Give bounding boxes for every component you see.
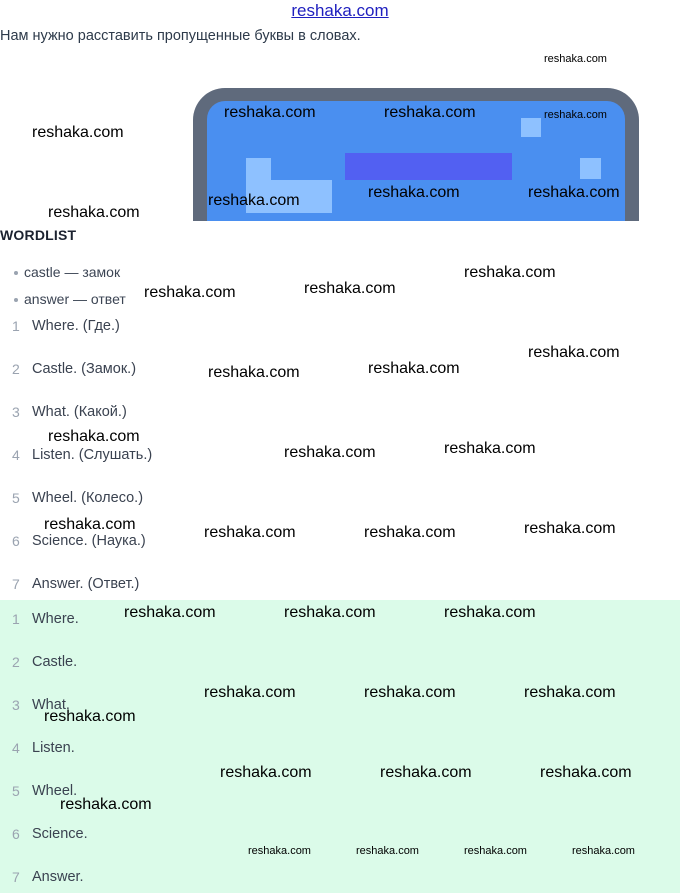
answer-item: Science.	[32, 826, 88, 842]
watermark: reshaka.com	[528, 184, 620, 201]
bullet-icon	[14, 298, 18, 302]
watermark: reshaka.com	[368, 184, 460, 201]
watermark: reshaka.com	[572, 845, 635, 857]
watermark: reshaka.com	[208, 192, 300, 209]
answer-number: 7	[12, 869, 20, 885]
answer-item: What.	[32, 697, 70, 713]
task-number: 6	[12, 533, 20, 549]
task-item: Answer. (Ответ.)	[32, 576, 140, 592]
watermark: reshaka.com	[356, 845, 419, 857]
watermark: reshaka.com	[544, 109, 607, 121]
bullet-icon	[14, 271, 18, 275]
watermark: reshaka.com	[540, 764, 632, 781]
watermark: reshaka.com	[304, 280, 396, 297]
task-item: Castle. (Замок.)	[32, 361, 137, 377]
watermark: reshaka.com	[124, 604, 216, 621]
watermark: reshaka.com	[224, 104, 316, 121]
pixel-block	[521, 118, 541, 137]
watermark: reshaka.com	[464, 845, 527, 857]
watermark: reshaka.com	[208, 364, 300, 381]
watermark: reshaka.com	[204, 684, 296, 701]
task-number: 5	[12, 490, 20, 506]
task-item: Wheel. (Колесо.)	[32, 490, 144, 506]
answer-item: Listen.	[32, 740, 75, 756]
answer-item: Castle.	[32, 654, 78, 670]
watermark: reshaka.com	[60, 796, 152, 813]
watermark: reshaka.com	[144, 284, 236, 301]
task-description: Нам нужно расставить пропущенные буквы в словах.	[0, 28, 361, 44]
task-number: 1	[12, 318, 20, 334]
answer-number: 3	[12, 697, 20, 713]
wordlist-item	[14, 290, 126, 308]
watermark: reshaka.com	[32, 124, 124, 141]
task-number: 2	[12, 361, 20, 377]
answer-number: 5	[12, 783, 20, 799]
watermark: reshaka.com	[284, 444, 376, 461]
answer-item: Wheel.	[32, 783, 78, 799]
image-crop-edge	[190, 221, 650, 261]
task-item: Where. (Где.)	[32, 318, 120, 334]
answer-item: Where.	[32, 611, 79, 627]
watermark: reshaka.com	[284, 604, 376, 621]
watermark: reshaka.com	[44, 516, 136, 533]
task-number: 3	[12, 404, 20, 420]
watermark: reshaka.com	[48, 204, 140, 221]
task-item: What. (Какой.)	[32, 404, 127, 420]
watermark: reshaka.com	[364, 684, 456, 701]
watermark: reshaka.com	[384, 104, 476, 121]
watermark: reshaka.com	[444, 604, 536, 621]
watermark: reshaka.com	[220, 764, 312, 781]
task-number: 7	[12, 576, 20, 592]
wordlist-item-text: answer — ответ	[24, 291, 126, 307]
answer-number: 1	[12, 611, 20, 627]
watermark: reshaka.com	[544, 53, 607, 65]
watermark: reshaka.com	[380, 764, 472, 781]
pixel-bar	[345, 153, 512, 180]
answer-number: 4	[12, 740, 20, 756]
task-item: Science. (Наука.)	[32, 533, 146, 549]
answer-number: 6	[12, 826, 20, 842]
watermark: reshaka.com	[524, 684, 616, 701]
task-item: Listen. (Слушать.)	[32, 447, 153, 463]
watermark: reshaka.com	[524, 520, 616, 537]
watermark: reshaka.com	[204, 524, 296, 541]
wordlist-title: WORDLIST	[0, 227, 77, 243]
pixel-block	[580, 158, 601, 179]
watermark: reshaka.com	[364, 524, 456, 541]
watermark: reshaka.com	[464, 264, 556, 281]
answer-number: 2	[12, 654, 20, 670]
site-link[interactable]: reshaka.com	[291, 1, 389, 20]
wordlist-item	[14, 263, 120, 281]
wordlist-item-text: castle — замок	[24, 264, 121, 280]
watermark: reshaka.com	[48, 428, 140, 445]
task-number: 4	[12, 447, 20, 463]
watermark: reshaka.com	[528, 344, 620, 361]
watermark: reshaka.com	[444, 440, 536, 457]
watermark: reshaka.com	[368, 360, 460, 377]
watermark: reshaka.com	[248, 845, 311, 857]
watermark: reshaka.com	[44, 708, 136, 725]
answer-item: Answer.	[32, 869, 84, 885]
